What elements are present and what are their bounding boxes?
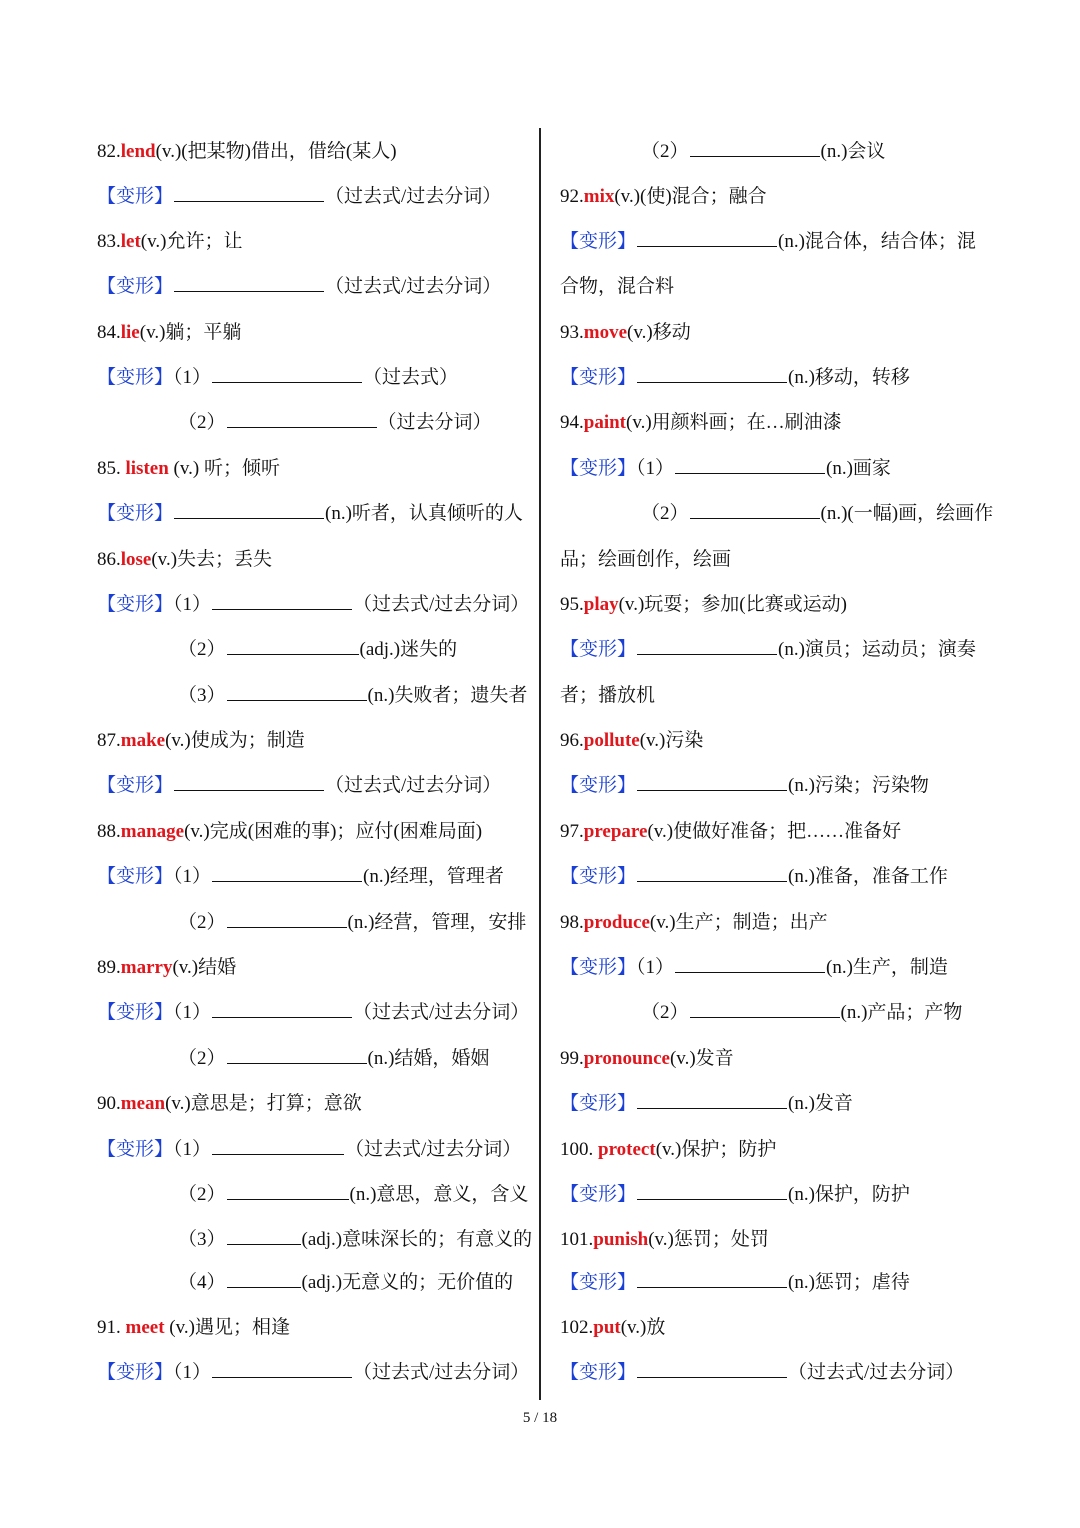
entry-number: 95. [560, 594, 584, 615]
answer-blank[interactable] [227, 911, 347, 928]
variant-row-95-continued [560, 684, 655, 708]
variant-index: （2） [178, 1048, 226, 1069]
variant-hint: (n.)经营，管理，安排 [347, 912, 527, 933]
variant-hint: (n.)(一幅)画，绘画作 [820, 503, 994, 524]
variant-hint: (n.)产品；产物 [840, 1002, 963, 1023]
answer-blank[interactable] [675, 956, 825, 973]
variant-index: （2） [178, 1184, 226, 1205]
entry-number: 84. [97, 322, 121, 343]
headword: play [583, 594, 619, 615]
answer-blank[interactable] [212, 1138, 344, 1155]
headword: mix [583, 186, 615, 207]
part-of-speech: (v.) [626, 412, 652, 433]
entry-number: 82. [97, 141, 121, 162]
variant-hint: (adj.)无意义的；无价值的 [301, 1272, 514, 1293]
headword: lose [120, 549, 152, 570]
variant-tag: 【变形】 [560, 1184, 637, 1205]
entry-82 [97, 140, 397, 164]
headword: pronounce [583, 1048, 670, 1069]
page-number: 5 / 18 [522, 1410, 558, 1426]
variant-row-84-2 [178, 411, 492, 435]
variant-tag: 【变形】 [97, 594, 174, 615]
variant-tag: 【变形】 [560, 1093, 637, 1114]
meaning: (使)混合；融合 [640, 186, 767, 207]
variant-row-86-1 [97, 593, 529, 617]
variant-tag: 【变形】 [560, 231, 637, 252]
variant-index: （1） [173, 1362, 212, 1383]
variant-row-92 [560, 230, 976, 254]
answer-blank[interactable] [227, 1271, 301, 1288]
variant-hint: (n.)混合体，结合体；混 [778, 231, 976, 252]
part-of-speech: (v.) [647, 821, 674, 842]
headword: meet [125, 1317, 165, 1338]
entry-94 [560, 411, 842, 435]
variant-hint: (n.)惩罚；虐待 [788, 1272, 910, 1293]
headword: marry [120, 957, 173, 978]
variant-hint: (n.)生产，制造 [826, 957, 948, 978]
entry-91 [97, 1316, 290, 1340]
variant-tag: 【变形】 [97, 503, 174, 524]
variant-row-91-2 [641, 140, 885, 164]
answer-blank[interactable] [227, 684, 367, 701]
entry-number: 97. [560, 821, 584, 842]
answer-blank[interactable] [212, 865, 362, 882]
meaning: 使做好准备；把……准备好 [673, 821, 902, 842]
headword: prepare [583, 821, 648, 842]
variant-index: （1） [173, 1002, 212, 1023]
variant-row-90-2 [178, 1183, 528, 1207]
variant-hint: (adj.)意味深长的；有意义的 [301, 1229, 533, 1250]
variant-row-100 [560, 1183, 910, 1207]
variant-hint: （过去式/过去分词） [353, 1362, 530, 1383]
variant-hint: (n.)经理，管理者 [363, 866, 504, 887]
entry-number: 91. [97, 1317, 126, 1338]
meaning: 放 [646, 1317, 666, 1338]
variant-row-101 [560, 1271, 910, 1295]
meaning: 允许；让 [166, 231, 243, 252]
meaning: 遇见；相逢 [194, 1317, 290, 1338]
entry-84 [97, 321, 241, 345]
meaning: 发音 [695, 1048, 734, 1069]
entry-100 [560, 1138, 776, 1162]
entry-85 [97, 457, 280, 481]
part-of-speech: (v.) [648, 1229, 674, 1250]
meaning: 用颜料画；在…刷油漆 [651, 412, 842, 433]
entry-99 [560, 1047, 734, 1071]
variant-hint: (n.)保护，防护 [788, 1184, 910, 1205]
entry-number: 88. [97, 821, 121, 842]
variant-row-92-continued [560, 275, 674, 299]
entry-number: 99. [560, 1048, 584, 1069]
variant-row-84-1 [97, 366, 458, 390]
entry-number: 94. [560, 412, 584, 433]
headword: paint [583, 412, 626, 433]
entry-number: 92. [560, 186, 584, 207]
entry-97 [560, 820, 901, 844]
answer-blank[interactable] [174, 502, 324, 519]
answer-blank[interactable] [637, 774, 787, 791]
part-of-speech: (v.) [164, 1317, 195, 1338]
variant-row-85 [97, 502, 523, 526]
entry-86 [97, 548, 272, 572]
answer-blank[interactable] [227, 1047, 367, 1064]
variant-row-96 [560, 774, 929, 798]
entry-number: 101. [560, 1229, 594, 1250]
variant-hint: (n.)污染；污染物 [788, 775, 929, 796]
meaning: (把某物)借出，借给(某人) [181, 141, 397, 162]
meaning: 生产；制造；出产 [675, 912, 828, 933]
answer-blank[interactable] [675, 457, 825, 474]
part-of-speech: (v.) [184, 821, 210, 842]
answer-blank[interactable] [212, 593, 352, 610]
variant-hint: (n.)移动，转移 [788, 367, 910, 388]
meaning: 玩耍；参加(比赛或运动) [644, 594, 847, 615]
part-of-speech: (v.) [669, 1048, 696, 1069]
variant-index: （3） [178, 685, 226, 706]
answer-blank[interactable] [174, 774, 324, 791]
variant-hint: (n.)演员；运动员；演奏 [778, 639, 976, 660]
variant-index: （4） [178, 1272, 226, 1293]
variant-hint-continued: 合物，混合料 [560, 276, 675, 297]
headword: listen [125, 458, 169, 479]
answer-blank[interactable] [227, 638, 359, 655]
variant-tag: 【变形】 [560, 866, 637, 887]
part-of-speech: (v.) [151, 549, 178, 570]
headword: let [120, 231, 141, 252]
headword: mean [120, 1093, 166, 1114]
variant-hint: (n.)准备，准备工作 [788, 866, 948, 887]
meaning: 使成为；制造 [190, 730, 305, 751]
variant-row-89-2 [178, 1047, 489, 1071]
entry-number: 93. [560, 322, 584, 343]
variant-row-87 [97, 774, 501, 798]
variant-hint: （过去式/过去分词） [325, 186, 502, 207]
meaning: 意思是；打算；意欲 [190, 1093, 362, 1114]
variant-row-98-1 [560, 956, 948, 980]
headword: lie [120, 322, 140, 343]
variant-row-86-2 [178, 638, 457, 662]
entry-number: 90. [97, 1093, 121, 1114]
headword: move [583, 322, 628, 343]
variant-index: （1） [173, 367, 212, 388]
variant-row-91-1 [97, 1361, 529, 1385]
variant-index: （1） [636, 458, 675, 479]
answer-blank[interactable] [637, 1361, 787, 1378]
variant-hint: (n.)会议 [820, 141, 886, 162]
variant-hint: （过去式/过去分词） [353, 594, 530, 615]
answer-blank[interactable] [227, 1183, 349, 1200]
variant-row-98-2 [641, 1001, 962, 1025]
variant-row-88-2 [178, 911, 526, 935]
variant-index: （1） [173, 594, 212, 615]
variant-hint: （过去式/过去分词） [788, 1362, 965, 1383]
part-of-speech: (v.) [620, 1317, 647, 1338]
answer-blank[interactable] [174, 275, 324, 292]
part-of-speech: (v.) [155, 141, 182, 162]
entry-number: 85. [97, 458, 126, 479]
variant-tag: 【变形】 [560, 1362, 637, 1383]
answer-blank[interactable] [637, 1092, 787, 1109]
answer-blank[interactable] [212, 366, 362, 383]
variant-row-90-1 [97, 1138, 521, 1162]
part-of-speech: (v.) [140, 231, 167, 252]
entry-number: 102. [560, 1317, 594, 1338]
variant-row-93 [560, 366, 910, 390]
variant-index: （1） [636, 957, 675, 978]
variant-index: （2） [178, 412, 226, 433]
headword: protect [598, 1139, 656, 1160]
answer-blank[interactable] [690, 1001, 840, 1018]
meaning: 惩罚；处罚 [673, 1229, 769, 1250]
answer-blank[interactable] [637, 865, 787, 882]
headword: put [593, 1317, 621, 1338]
variant-tag: 【变形】 [560, 639, 637, 660]
answer-blank[interactable] [637, 366, 787, 383]
variant-tag: 【变形】 [560, 458, 637, 479]
variant-index: （2） [178, 912, 226, 933]
variant-hint: （过去式/过去分词） [325, 276, 502, 297]
answer-blank[interactable] [637, 1183, 787, 1200]
part-of-speech: (v.) [655, 1139, 682, 1160]
variant-hint: （过去分词） [377, 412, 492, 433]
entry-number: 87. [97, 730, 121, 751]
entry-93 [560, 321, 691, 345]
part-of-speech: (v.) [172, 957, 199, 978]
variant-index: （3） [178, 1229, 226, 1250]
entry-number: 83. [97, 231, 121, 252]
variant-row-94-1 [560, 457, 891, 481]
variant-row-90-4 [178, 1271, 513, 1295]
entry-101 [560, 1228, 769, 1252]
variant-tag: 【变形】 [97, 276, 174, 297]
entry-89 [97, 956, 236, 980]
variant-tag: 【变形】 [97, 186, 174, 207]
entry-number: 96. [560, 730, 584, 751]
entry-102 [560, 1316, 665, 1340]
meaning: 移动 [652, 322, 691, 343]
variant-hint: (n.)发音 [788, 1093, 853, 1114]
headword: punish [593, 1229, 649, 1250]
variant-tag: 【变形】 [97, 866, 174, 887]
answer-blank[interactable] [212, 1361, 352, 1378]
meaning: 污染 [665, 730, 704, 751]
variant-hint: （过去式/过去分词） [325, 775, 502, 796]
entry-87 [97, 729, 305, 753]
answer-blank[interactable] [174, 185, 324, 202]
entry-90 [97, 1092, 362, 1116]
meaning: 听；倾听 [203, 458, 280, 479]
meaning: 躺；平躺 [165, 322, 242, 343]
meaning: 完成(困难的事)；应付(困难局面) [209, 821, 483, 842]
answer-blank[interactable] [637, 638, 777, 655]
part-of-speech: (v.) [649, 912, 676, 933]
variant-tag: 【变形】 [97, 1362, 174, 1383]
part-of-speech: (v.) [627, 322, 653, 343]
variant-tag: 【变形】 [560, 1272, 637, 1293]
variant-index: （1） [173, 1139, 212, 1160]
entry-number: 89. [97, 957, 121, 978]
answer-blank[interactable] [637, 230, 777, 247]
entry-number: 100. [560, 1139, 598, 1160]
entry-83 [97, 230, 242, 254]
variant-row-83 [97, 275, 501, 299]
part-of-speech: (v.) [139, 322, 166, 343]
variant-row-94-2 [641, 502, 993, 526]
column-divider [539, 128, 541, 1400]
variant-hint-continued: 者；播放机 [560, 685, 656, 706]
meaning: 结婚 [198, 957, 237, 978]
entry-98 [560, 911, 828, 935]
variant-hint: （过去式/过去分词） [345, 1139, 522, 1160]
answer-blank[interactable] [690, 502, 820, 519]
variant-index: （1） [173, 866, 212, 887]
variant-row-82 [97, 185, 501, 209]
variant-hint: （过去式/过去分词） [353, 1002, 530, 1023]
entry-96 [560, 729, 703, 753]
entry-92 [560, 185, 767, 209]
headword: make [120, 730, 166, 751]
variant-index: （2） [178, 639, 226, 660]
variant-tag: 【变形】 [97, 1139, 174, 1160]
answer-blank[interactable] [212, 1001, 352, 1018]
variant-row-88-1 [97, 865, 504, 889]
variant-row-102 [560, 1361, 964, 1385]
answer-blank[interactable] [637, 1271, 787, 1288]
headword: produce [583, 912, 650, 933]
entry-number: 98. [560, 912, 584, 933]
variant-tag: 【变形】 [97, 1002, 174, 1023]
variant-tag: 【变形】 [97, 775, 174, 796]
variant-row-89-1 [97, 1001, 529, 1025]
variant-index: （2） [641, 1002, 689, 1023]
meaning: 保护；防护 [681, 1139, 777, 1160]
variant-row-86-3 [178, 684, 527, 708]
variant-tag: 【变形】 [560, 367, 637, 388]
answer-blank[interactable] [227, 411, 377, 428]
variant-hint-continued: 品；绘画创作，绘画 [560, 549, 732, 570]
headword: manage [120, 821, 185, 842]
variant-row-95 [560, 638, 976, 662]
entry-95 [560, 593, 847, 617]
answer-blank[interactable] [227, 1228, 301, 1245]
part-of-speech: (v.) [165, 730, 191, 751]
answer-blank[interactable] [690, 140, 820, 157]
part-of-speech: (v.) [618, 594, 645, 615]
meaning: 失去；丢失 [177, 549, 273, 570]
variant-hint: (n.)失败者；遗失者 [367, 685, 528, 706]
variant-tag: 【变形】 [560, 775, 637, 796]
variant-index: （2） [641, 141, 689, 162]
variant-hint: (n.)结婚，婚姻 [367, 1048, 490, 1069]
variant-row-99 [560, 1092, 853, 1116]
variant-index: （2） [641, 503, 689, 524]
entry-88 [97, 820, 482, 844]
part-of-speech: (v.) [165, 1093, 191, 1114]
entry-number: 86. [97, 549, 121, 570]
part-of-speech: (v.) [614, 186, 641, 207]
part-of-speech: (v.) [168, 458, 204, 479]
variant-row-97 [560, 865, 948, 889]
variant-row-94-continued [560, 548, 731, 572]
variant-hint: (adj.)迷失的 [359, 639, 458, 660]
headword: pollute [583, 730, 640, 751]
variant-row-90-3 [178, 1228, 532, 1252]
variant-hint: (n.)意思，意义，含义 [349, 1184, 529, 1205]
part-of-speech: (v.) [639, 730, 666, 751]
variant-hint: （过去式） [363, 367, 459, 388]
variant-hint: (n.)听者，认真倾听的人 [325, 503, 523, 524]
variant-hint: (n.)画家 [826, 458, 891, 479]
variant-tag: 【变形】 [97, 367, 174, 388]
headword: lend [120, 141, 156, 162]
variant-tag: 【变形】 [560, 957, 637, 978]
